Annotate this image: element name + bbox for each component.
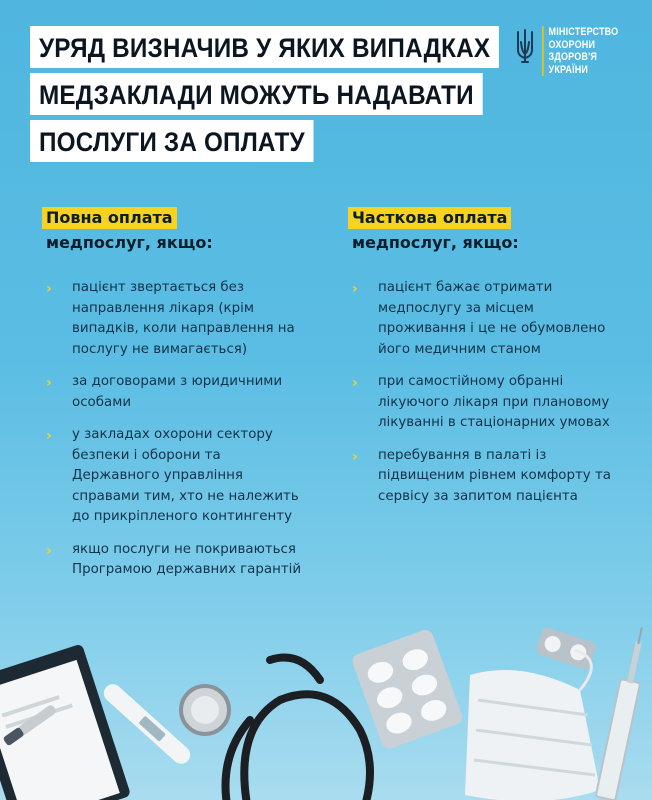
headline	[30, 26, 551, 167]
full-payment-title: Повна оплата	[42, 207, 177, 229]
chevron-right-icon: ›	[46, 542, 52, 559]
ministry-line-4: УКРАЇНИ	[548, 63, 589, 76]
medical-supplies-illustration	[0, 620, 652, 800]
syringe-icon	[596, 625, 652, 800]
full-payment-list	[42, 278, 302, 581]
full-payment-column	[42, 207, 302, 593]
chevron-right-icon: ›	[352, 375, 358, 391]
ministry-line-1: МІНІСТЕРСТВО	[548, 26, 619, 38]
chevron-right-icon: ›	[46, 281, 52, 297]
clipboard-icon	[0, 643, 131, 800]
chevron-right-icon: ›	[352, 281, 358, 297]
stethoscope-icon	[226, 658, 371, 800]
list-item: › при самостійному обранні лікуючого лікаря при плановому лікуванні в стаціонарних умовах	[352, 374, 610, 430]
trident-icon	[514, 28, 536, 64]
list-item: › якщо послуги не покриваються Програмою державних гарантій	[46, 541, 302, 577]
headline-line-2: МЕДЗАКЛАДИ МОЖУТЬ НАДАВАТИ	[30, 73, 483, 115]
list-item: › перебування в палаті із підвищеним рівнем комфорту та сервісу за запитом пацієнта	[352, 447, 611, 504]
pill-blister-icon	[350, 628, 464, 751]
face-mask-icon	[465, 650, 600, 800]
small-pill-strip-icon	[535, 626, 597, 670]
ministry-name	[542, 26, 618, 76]
list-item: › пацієнт звертається без направлення лікаря (крім випадків, коли направлення на послугу не вимагається)	[46, 280, 295, 357]
ministry-logo	[514, 26, 635, 76]
list-item: › у закладах охорони сектору безпеки і оборони та Державного управління справами тим, хто не належить до прикріпленого контингенту	[46, 427, 299, 524]
chevron-right-icon: ›	[46, 375, 52, 391]
list-item: › за договорами з юридичними особами	[46, 374, 283, 410]
headline-line-1: УРЯД ВИЗНАЧИВ У ЯКИХ ВИПАДКАХ	[30, 26, 499, 68]
partial-payment-title: Часткова оплата	[348, 207, 511, 229]
partial-payment-column	[348, 207, 618, 519]
headline-line-3: ПОСЛУГИ ЗА ОПЛАТУ	[30, 120, 314, 162]
partial-payment-list	[348, 278, 618, 507]
partial-payment-subtitle: медпослуг, якщо:	[352, 233, 519, 252]
chevron-right-icon: ›	[46, 428, 52, 444]
full-payment-subtitle: медпослуг, якщо:	[46, 233, 213, 252]
chevron-right-icon: ›	[352, 448, 358, 465]
ministry-line-3: ЗДОРОВ'Я	[548, 51, 598, 63]
list-item: › пацієнт бажає отримати медпослугу за місцем проживання і це не обумовлено його медичним станом	[352, 280, 606, 357]
ministry-line-2: ОХОРОНИ	[548, 38, 596, 51]
